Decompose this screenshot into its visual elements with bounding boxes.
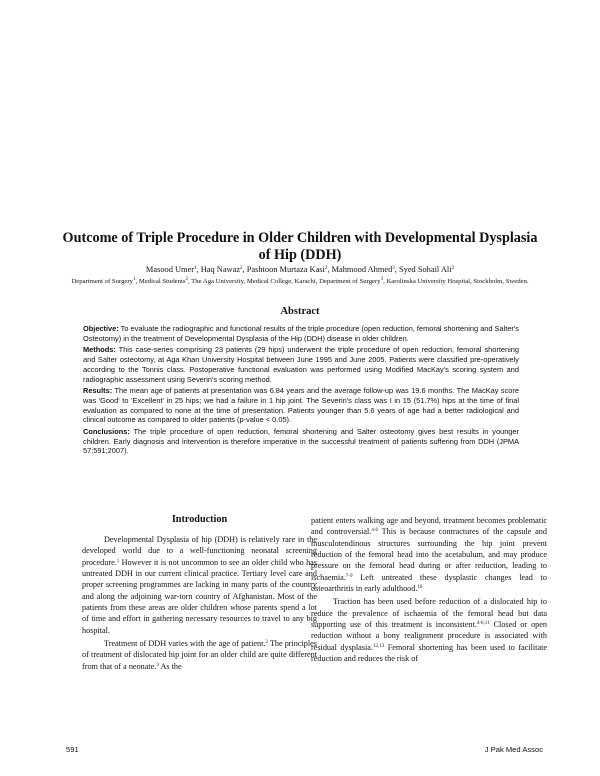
author-name: Haq Nawaz — [200, 265, 241, 274]
author-list: Masood Umer$^1$, Haq Nawaz$^2$, Pashtoon Murtaza Kasi$^2$, Mahmood Ahmed$^3$, Syed Sohail Ali$^2$ — [145, 265, 455, 274]
body-paragraph: Traction has been used before reduction of a dislocated hip to reduce the prevalence of ischaemia of the femoral head but data supporting use of this treatment is inconsistent.$^{4-6,11}$ Closed or open reduction without a bony realignment procedure is associated with residual dysplasia.$^{12,13}$ Femoral shortening has been used to facilitate reduction and reduces the risk of — [311, 597, 548, 664]
body-paragraph: Developmental Dysplasia of hip (DDH) is relatively rare in the developed world due to a well-functioning neonatal screening procedure.$^1$ However it is not uncommon to see an older child who has untreated DDH in our current clinical practice. Tertiary level care and proper screening programmes are lacking in many parts of the country and along the adjoining war-torn country of Afghanistan. Most of the patients from these areas are older children whose parents spend a lot of time and effort in gathering necessary resources to travel to any big hospital. — [82, 535, 317, 635]
author-name: Pashtoon Murtaza Kasi — [246, 265, 325, 274]
page-number: 591 — [66, 745, 79, 754]
body-paragraph: patient enters walking age and beyond, treatment becomes problematic and controversial.$^{4-6}$ This is because contractures of the capsule and musculotendinous structures surrounding the hip joint prevent reduction of the femoral head into the acetabulum, and may produce pressure on the femoral head during or after reduction, leading to ischaemia.$^{7-9}$ Left untreated these dysplastic changes lead to osteoarthritis in early adulthood.$^{10}$ — [311, 516, 547, 594]
abstract-results: Results: The mean age of patients at presentation was 6.84 years and the average follow-up was 19.6 months. The MacKay score was 'Good' to 'Excellent' in 25 hips; we had a failure in 1 hip joint. The Severin's class was I in 15 (51.7%) hips at the time of final evaluation as compared to none at the time of presentation. Patients younger than 5.6 years of age had a better radiological and clinical outcome as compared to older patients (p-value < 0.05). — [83, 386, 519, 425]
author-name: Mahmood Ahmed — [331, 265, 393, 274]
body-paragraph: Treatment of DDH varies with the age of patient.$^2$ The principles of treatment of dislocated hip joint for an older child are quite different from that of a neonate.$^3$ As the — [82, 639, 317, 671]
abstract-body — [83, 324, 519, 458]
article-title: Outcome of Triple Procedure in Older Children with Developmental Dysplasia of Hip (DDH) — [62, 230, 538, 263]
journal-name: J Pak Med Assoc — [484, 745, 543, 754]
body-column-left — [82, 514, 317, 674]
introduction-heading: Introduction — [171, 514, 228, 525]
abstract-objective: Objective: To evaluate the radiographic and functional results of the triple procedure (open reduction, femoral shortening and Salter's Osteotomy) in the treatment of Developmental Dysplasia of the Hip (DDH) disease in older children. — [83, 324, 519, 343]
abstract-conclusions: Conclusions: The triple procedure of open reduction, femoral shortening and Salter osteotomy gives best results in younger children. Early diagnosis and intervention is therefore imperative in the successful treatment of patients suffering from DDH (JPMA 57:591;2007). — [83, 427, 519, 456]
affiliations: Department of Surgery$^1$, Medical Students$^2$, The Aga University, Medical College, Karachi, Department of Surgery$^3$, Karolinska University Hospital, Stockholm, Sweden. — [71, 277, 529, 285]
author-name: Masood Umer — [145, 265, 195, 274]
abstract-methods: Methods: This case-series comprising 23 patients (29 hips) underwent the triple procedure of open reduction, femoral shortening and Salter osteotomy, at Aga Khan University Hospital between June 1995 and June 2005. Patients were classified pre-operatively according to the Tonnis class. Postoperative functional evaluation was performed using Modified MacKay's scoring system and radiographic assessment using Severin's scoring method. — [83, 345, 519, 384]
author-name: Syed Sohail Ali — [398, 265, 452, 274]
body-column-right — [311, 515, 547, 666]
abstract-heading: Abstract — [280, 306, 320, 317]
